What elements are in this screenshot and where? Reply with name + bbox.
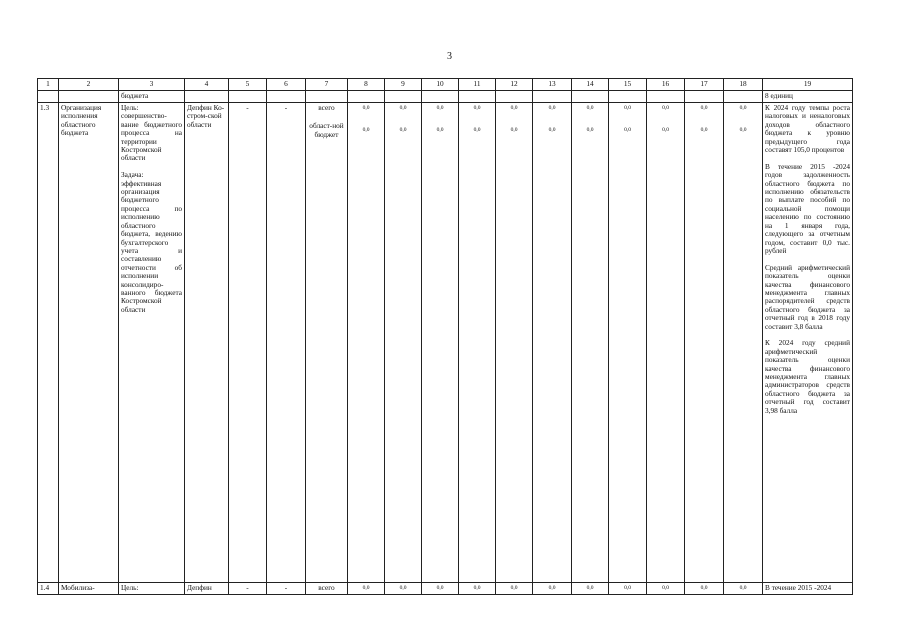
col6-value: -	[267, 583, 306, 595]
source-total: всего	[306, 583, 348, 595]
value-cell: 0,0 0,0	[385, 103, 422, 583]
row-number: 1.4	[38, 583, 59, 595]
header-cell: 18	[724, 79, 763, 91]
header-cell: 15	[609, 79, 647, 91]
header-cell: 12	[496, 79, 533, 91]
header-row	[38, 79, 853, 91]
row-number: 1.3	[38, 103, 59, 583]
value-cell: 0,0 0,0	[422, 103, 459, 583]
header-cell: 16	[647, 79, 685, 91]
executor: Депфин Ко-стром-ской области	[185, 103, 229, 583]
value-cell: 0,0 0,0	[348, 103, 385, 583]
header-cell: 5	[229, 79, 267, 91]
col6-value: -	[267, 103, 306, 583]
value-cell: 0,0 0,0	[647, 103, 685, 583]
value-cell: 0,0 0,0	[533, 103, 572, 583]
header-cell: 4	[185, 79, 229, 91]
expected-results: В течение 2015 -2024	[763, 583, 853, 595]
value-cell: 0,0	[496, 583, 533, 595]
header-cell: 8	[348, 79, 385, 91]
continuation-result-text: 8 единиц	[763, 91, 853, 103]
header-cell: 10	[422, 79, 459, 91]
table-row	[38, 583, 853, 595]
funding-source	[306, 103, 348, 583]
table-row	[38, 103, 853, 583]
value-cell: 0,0 0,0	[724, 103, 763, 583]
value-cell: 0,0 0,0	[609, 103, 647, 583]
header-cell: 1	[38, 79, 59, 91]
header-cell: 13	[533, 79, 572, 91]
header-cell: 19	[763, 79, 853, 91]
header-cell: 14	[572, 79, 609, 91]
expected-results: К 2024 году темпы роста налоговых и неналоговых доходов областного бюджета к уровню предыдущего года составят 105,0 процентов В течение 2015 -2024 годов задолженность областного бюджета по исполнению обязательств по выплате пособий по социальной помощи населению по состоянию на 1 января года, следующего за отчетным годом, составит 0,0 тыс. рублей Средний арифметический показатель оценки качества финансового менеджмента главных распорядителей средств областного бюджета за отчетный год в 2018 году составит 3,8 балла К 2024 году средний арифметический показатель оценки качества финансового менеджмента главных администраторов средств областного бюджета за отчетный год составит 3,98 балла	[763, 103, 853, 583]
value-cell: 0,0 0,0	[685, 103, 724, 583]
header-cell: 17	[685, 79, 724, 91]
value-cell: 0,0 0,0	[572, 103, 609, 583]
value-cell: 0,0	[609, 583, 647, 595]
col5-value: -	[229, 583, 267, 595]
source-regional: област-ной бюджет	[309, 121, 344, 139]
value-cell: 0,0	[647, 583, 685, 595]
page-number: 3	[447, 51, 452, 62]
header-cell: 3	[119, 79, 185, 91]
goal-and-task: Цель: совершенство-вание бюджетного процесса на территории Костромской области Задача: эффективная организация бюджетного процесса по исполнению областного бюджета, ведению бухгалтерского учета и составлению отчетности об исполнении консолидиро-ванного бюджета Костромской области	[119, 103, 185, 583]
header-cell: 2	[59, 79, 119, 91]
header-cell: 9	[385, 79, 422, 91]
header-cell: 6	[267, 79, 306, 91]
continuation-row	[38, 91, 853, 103]
value-cell: 0,0	[422, 583, 459, 595]
header-cell: 7	[306, 79, 348, 91]
continuation-goal-text: бюджета	[119, 91, 185, 103]
value-cell: 0,0	[572, 583, 609, 595]
activity-name: Мобилиза-	[59, 583, 119, 595]
executor: Депфин	[185, 583, 229, 595]
source-total: всего	[318, 103, 335, 112]
goal-and-task: Цель:	[119, 583, 185, 595]
value-cell: 0,0 0,0	[496, 103, 533, 583]
program-table	[37, 78, 853, 595]
col5-value: -	[229, 103, 267, 583]
header-cell: 11	[459, 79, 496, 91]
value-cell: 0,0	[724, 583, 763, 595]
value-cell: 0,0	[348, 583, 385, 595]
value-cell: 0,0	[385, 583, 422, 595]
value-cell: 0,0	[533, 583, 572, 595]
value-cell: 0,0 0,0	[459, 103, 496, 583]
value-cell: 0,0	[459, 583, 496, 595]
value-cell: 0,0	[685, 583, 724, 595]
activity-name: Организация исполнения областного бюджета	[59, 103, 119, 583]
